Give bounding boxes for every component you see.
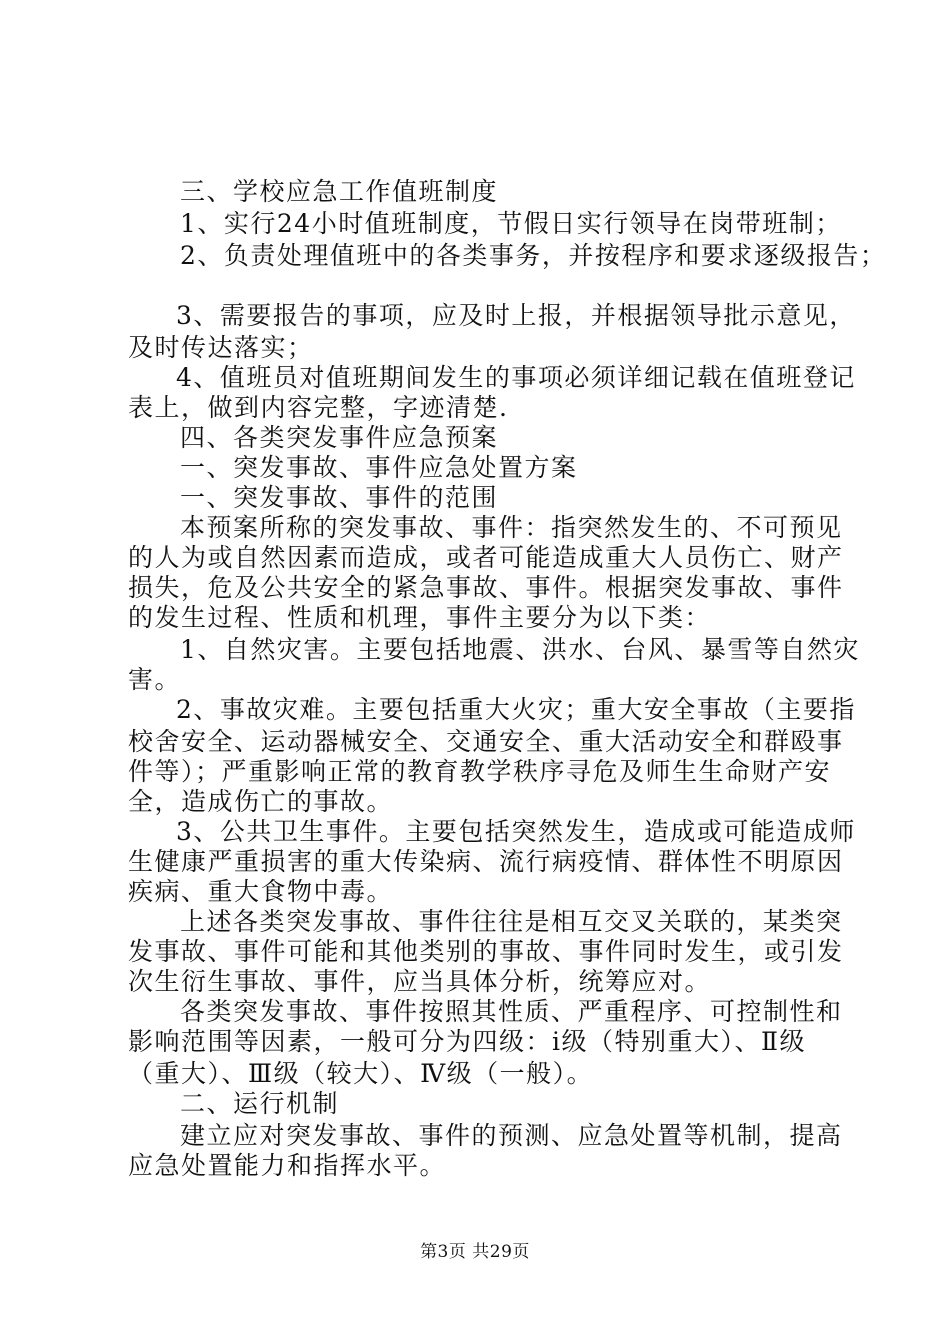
paragraph-line: 1、实行24小时值班制度，节假日实行领导在岗带班制； <box>180 209 842 238</box>
paragraph-line: 损失，危及公共安全的紧急事故、事件。根据突发事故、事件 <box>128 573 844 602</box>
section-heading-emergency-plan: 四、各类突发事件应急预案 <box>180 423 499 452</box>
paragraph-line: 2、事故灾难。主要包括重大火灾；重大安全事故（主要指 <box>176 695 856 724</box>
paragraph-line: 4、值班员对值班期间发生的事项必须详细记载在值班登记 <box>176 363 856 392</box>
paragraph-line: 表上，做到内容完整，字迹清楚. <box>128 393 509 422</box>
page-footer: 第3页 共29页 <box>420 1242 530 1262</box>
paragraph-line: 的人为或自然因素而造成，或者可能造成重大人员伤亡、财产 <box>128 543 844 572</box>
paragraph-line: 影响范围等因素，一般可分为四级：ⅰ级（特别重大）、Ⅱ级 <box>128 1027 806 1056</box>
paragraph-line: （重大）、Ⅲ级（较大）、Ⅳ级（一般）。 <box>128 1059 594 1088</box>
paragraph-line: 建立应对突发事故、事件的预测、应急处置等机制，提高 <box>180 1121 843 1150</box>
paragraph-line: 2、负责处理值班中的各类事务，并按程序和要求逐级报告； <box>180 241 887 270</box>
paragraph-line: 校舍安全、运动器械安全、交通安全、重大活动安全和群殴事 <box>128 727 844 756</box>
paragraph-line: 件等）；严重影响正常的教育教学秩序寻危及师生生命财产安 <box>128 757 832 786</box>
paragraph-line: 生健康严重损害的重大传染病、流行病疫情、群体性不明原因 <box>128 847 844 876</box>
paragraph-line: 上述各类突发事故、事件往往是相互交叉关联的，某类突 <box>180 907 843 936</box>
section-heading-duty-system: 三、学校应急工作值班制度 <box>180 177 499 206</box>
paragraph-line: 本预案所称的突发事故、事件：指突然发生的、不可预见 <box>180 513 843 542</box>
paragraph-line: 疾病、重大食物中毒。 <box>128 877 394 906</box>
paragraph-line: 3、公共卫生事件。主要包括突然发生，造成或可能造成师 <box>176 817 856 846</box>
section-heading-response-plan: 一、突发事故、事件应急处置方案 <box>180 453 578 482</box>
section-heading-scope: 一、突发事故、事件的范围 <box>180 483 499 512</box>
section-heading-mechanism: 二、运行机制 <box>180 1089 340 1118</box>
paragraph-line: 各类突发事故、事件按照其性质、严重程序、可控制性和 <box>180 997 843 1026</box>
paragraph-line: 发事故、事件可能和其他类别的事故、事件同时发生，或引发 <box>128 937 844 966</box>
paragraph-line: 应急处置能力和指挥水平。 <box>128 1151 447 1180</box>
paragraph-line: 害。 <box>128 665 182 694</box>
paragraph-line: 3、需要报告的事项，应及时上报，并根据领导批示意见， <box>176 301 856 330</box>
paragraph-line: 全，造成伤亡的事故。 <box>128 787 394 816</box>
paragraph-line: 的发生过程、性质和机理，事件主要分为以下类： <box>128 603 712 632</box>
paragraph-line: 1、自然灾害。主要包括地震、洪水、台风、暴雪等自然灾 <box>180 635 860 664</box>
paragraph-line: 次生衍生事故、事件，应当具体分析，统筹应对。 <box>128 967 712 996</box>
paragraph-line: 及时传达落实； <box>128 333 314 362</box>
